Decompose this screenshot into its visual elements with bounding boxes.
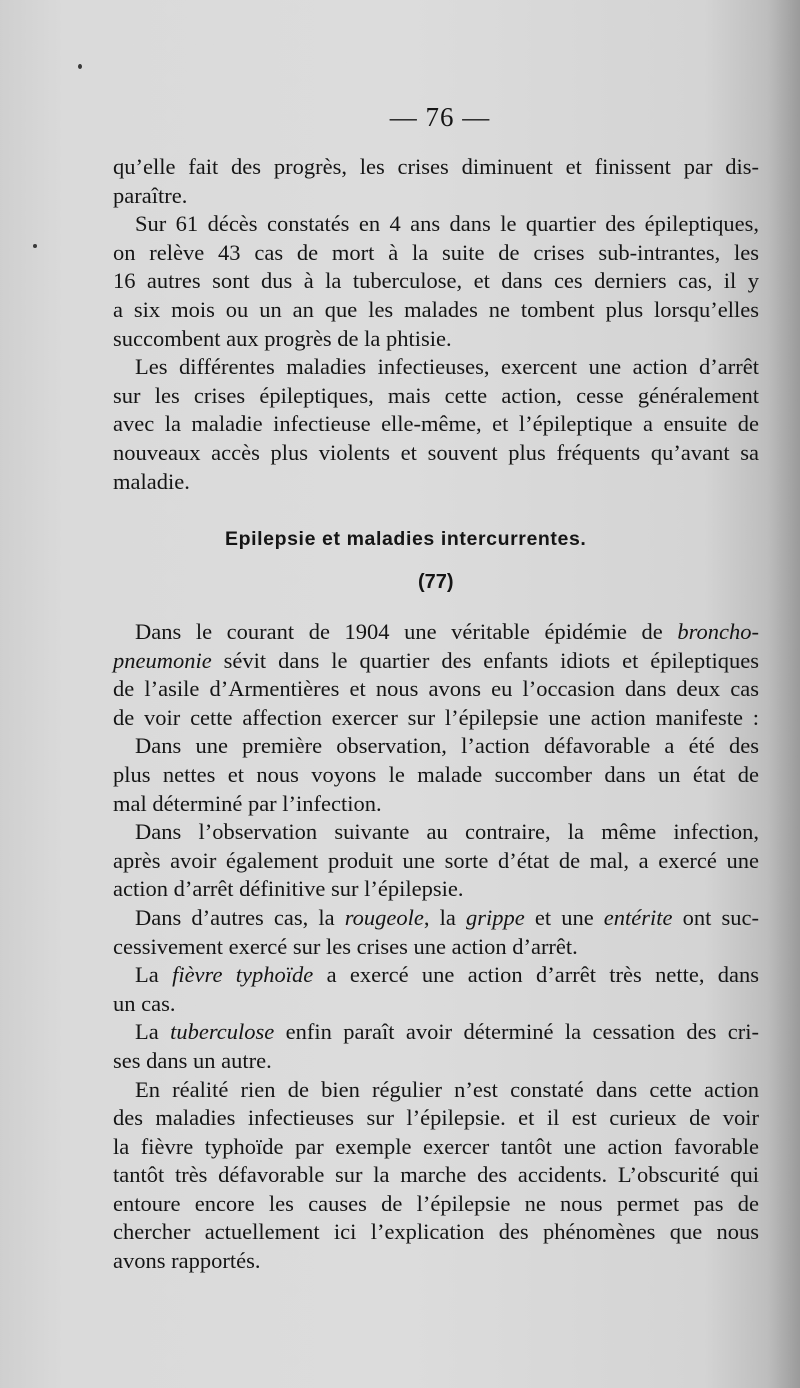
- page-number: — 76 —: [389, 102, 491, 132]
- italic-term: broncho-: [677, 619, 759, 644]
- text-line: cessivement exercé sur les crises une action d’arrêt.: [113, 933, 578, 959]
- text-line: a six mois ou un an que les malades ne tombent plus lorsqu’elles: [113, 296, 759, 322]
- text-run: , la: [423, 904, 466, 930]
- text-run: La: [135, 1019, 171, 1045]
- text-line: sur les crises épileptiques, mais cette action, cesse généralement: [113, 382, 759, 408]
- text-run: Dans le courant de 1904 une véritable épidémie de: [135, 619, 678, 644]
- text-run: sévit dans le quartier des enfants idiots et épileptiques: [211, 647, 759, 673]
- bottom-text-block: [113, 618, 759, 1276]
- text-line: tantôt très défavorable sur la marche des accidents. L’obscurité qui: [113, 1162, 759, 1188]
- section-number: (77): [418, 571, 454, 593]
- italic-term: entérite: [603, 904, 673, 930]
- text-line: après avoir également produit une sorte d’état de mal, a exercé une: [113, 847, 759, 873]
- text-run: et une: [524, 904, 604, 930]
- text-line: 16 autres sont dus à la tuberculose, et dans ces derniers cas, il y: [113, 268, 759, 294]
- italic-term: rougeole: [344, 904, 424, 930]
- text-line: action d’arrêt définitive sur l’épilepsie.: [113, 876, 464, 902]
- paragraph: [113, 1018, 759, 1075]
- italic-term: pneumonie: [113, 647, 212, 673]
- paragraph: [113, 961, 759, 1018]
- italic-term: fièvre typhoïde: [172, 962, 314, 988]
- text-line: [113, 618, 759, 647]
- text-run: ont suc-: [672, 904, 759, 930]
- text-run: Dans d’autres cas, la: [135, 904, 345, 930]
- text-line: [113, 904, 759, 933]
- ink-speck: [78, 64, 82, 69]
- text-line: plus nettes et nous voyons le malade succomber dans un état de: [113, 761, 759, 787]
- paragraph: [113, 353, 759, 496]
- text-run: La: [135, 962, 173, 988]
- text-run: a exercé une action d’arrêt très nette, dans: [313, 962, 760, 988]
- italic-term: grippe: [465, 904, 525, 930]
- text-line: [113, 961, 759, 990]
- text-line: de voir cette affection exercer sur l’épilepsie une action manifeste :: [113, 704, 759, 730]
- paragraph: [113, 210, 759, 353]
- text-line: Les différentes maladies infectieuses, exercent une action d’arrêt: [135, 354, 759, 380]
- text-line: la fièvre typhoïde par exemple exercer tantôt une action favorable: [113, 1133, 759, 1159]
- paragraph: [113, 618, 759, 732]
- text-line: Sur 61 décès constatés en 4 ans dans le quartier des épileptiques,: [135, 211, 759, 237]
- text-line: [113, 1018, 759, 1047]
- text-line: un cas.: [113, 990, 176, 1016]
- text-line: chercher actuellement ici l’explication des phénomènes que nous: [113, 1219, 759, 1245]
- text-line: [113, 647, 759, 676]
- text-line: ses dans un autre.: [113, 1047, 272, 1073]
- paragraph: [113, 904, 759, 961]
- paragraph: [113, 818, 759, 904]
- text-line: on relève 43 cas de mort à la suite de crises sub-intrantes, les: [113, 239, 759, 265]
- paragraph: [113, 1076, 759, 1276]
- paragraph: [113, 732, 759, 818]
- text-line: entoure encore les causes de l’épilepsie ne nous permet pas de: [113, 1190, 759, 1216]
- paragraph: [113, 153, 759, 210]
- text-run: enfin paraît avoir déterminé la cessation des cri-: [274, 1019, 759, 1045]
- text-line: de l’asile d’Armentières et nous avons eu l’occasion dans deux cas: [113, 676, 759, 702]
- text-line: Dans une première observation, l’action défavorable a été des: [135, 733, 759, 759]
- text-line: Dans l’observation suivante au contraire, la même infection,: [135, 819, 759, 845]
- text-line: qu’elle fait des progrès, les crises diminuent et finissent par dis-: [113, 154, 759, 179]
- top-text-block: [113, 153, 759, 496]
- ink-speck: [33, 244, 37, 248]
- text-line: maladie.: [113, 468, 190, 494]
- text-line: paraître.: [113, 182, 188, 208]
- text-line: nouveaux accès plus violents et souvent plus fréquents qu’avant sa: [113, 439, 759, 465]
- text-line: avec la maladie infectieuse elle-même, et l’épileptique a ensuite de: [113, 411, 759, 437]
- text-line: des maladies infectieuses sur l’épilepsie. et il est curieux de voir: [113, 1105, 759, 1131]
- italic-term: tuberculose: [170, 1019, 275, 1045]
- text-line: succombent aux progrès de la phtisie.: [113, 325, 452, 351]
- text-line: avons rapportés.: [113, 1248, 261, 1274]
- text-line: mal déterminé par l’infection.: [113, 790, 382, 816]
- section-heading: Epilepsie et maladies intercurrentes.: [225, 528, 587, 550]
- text-line: En réalité rien de bien régulier n’est constaté dans cette action: [135, 1076, 759, 1102]
